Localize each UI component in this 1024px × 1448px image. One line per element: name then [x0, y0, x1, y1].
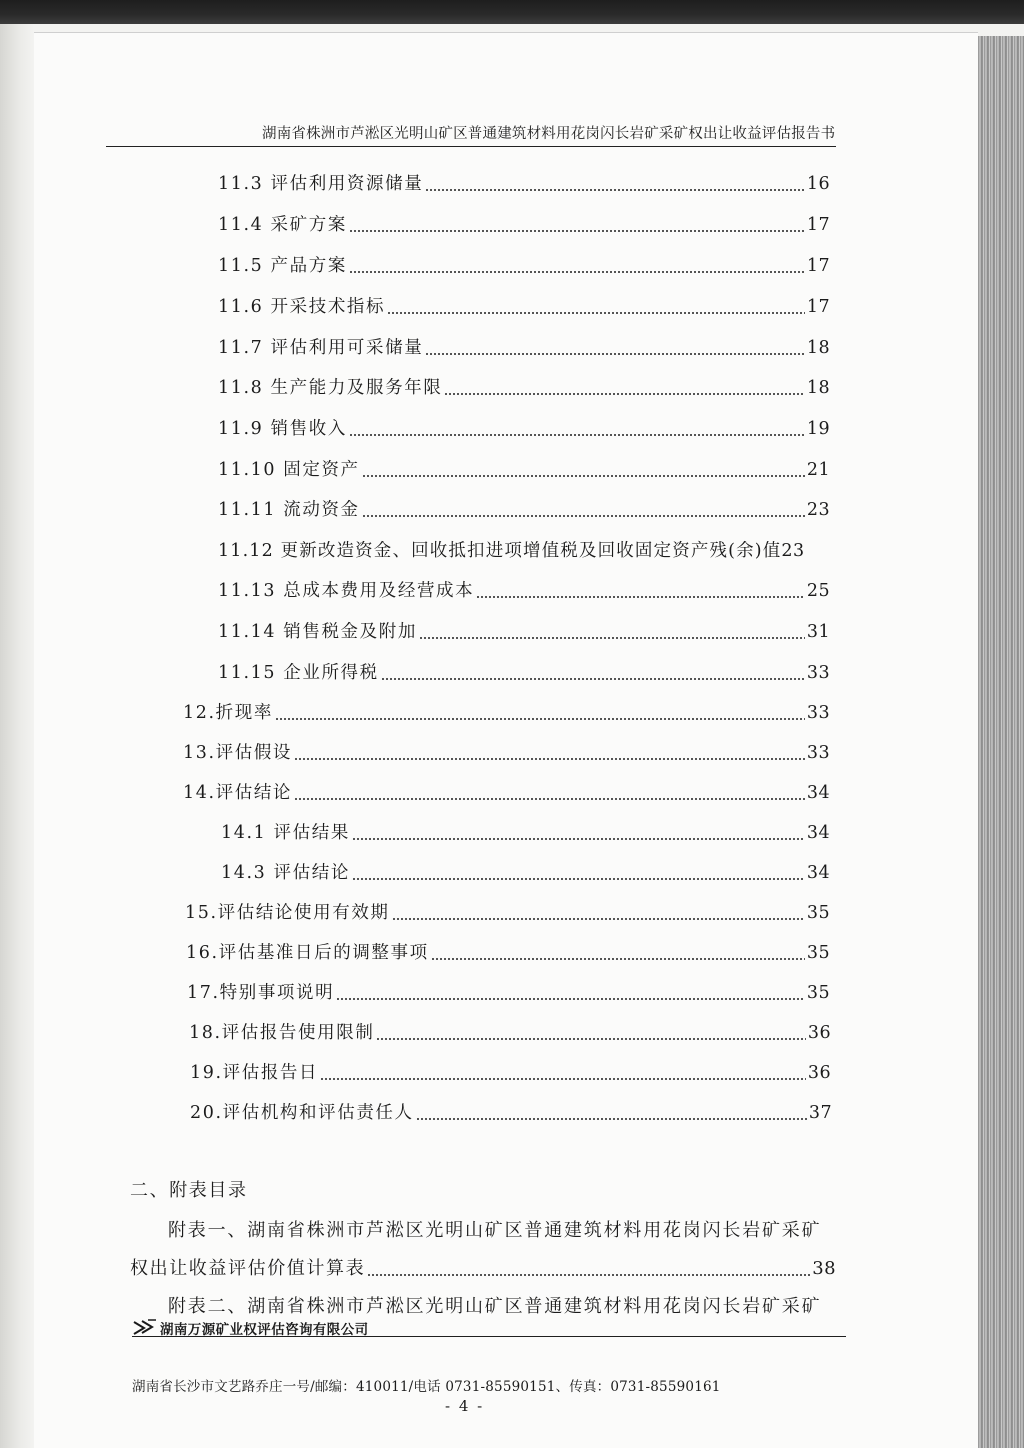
toc-entry-title: 13.评估假设	[183, 743, 293, 763]
toc-leader-dots	[275, 718, 805, 720]
toc-entry[interactable]	[218, 294, 830, 320]
company-logo-icon	[132, 1318, 158, 1336]
toc-entry[interactable]	[218, 497, 830, 523]
appendix-item-1-line-1: 附表一、湖南省株洲市芦淞区光明山矿区普通建筑材料用花岗闪长岩矿采矿	[168, 1220, 822, 1241]
toc-entry-title: 11.4 采矿方案	[218, 215, 347, 235]
toc-leader-dots	[376, 1038, 805, 1040]
toc-entry-page: 33	[806, 663, 830, 683]
toc-leader-dots	[349, 230, 805, 232]
toc-leader-dots	[349, 434, 805, 436]
toc-entry[interactable]	[218, 660, 830, 686]
toc-leader-dots	[349, 271, 805, 273]
toc-leader-dots	[416, 1118, 807, 1120]
toc-entry-title: 11.7 评估利用可采储量	[218, 338, 424, 358]
toc-entry-page: 35	[806, 903, 830, 923]
page-number: - 4 -	[445, 1397, 485, 1415]
toc-entry[interactable]	[218, 457, 830, 483]
toc-entry-title: 19.评估报告日	[190, 1063, 319, 1083]
toc-entry-title: 11.13 总成本费用及经营成本	[218, 581, 475, 601]
toc-entry-page: 25	[806, 581, 830, 601]
toc-entry[interactable]	[221, 860, 830, 886]
toc-leader-dots	[294, 758, 805, 760]
toc-entry[interactable]	[183, 740, 830, 766]
toc-entry-title: 11.12 更新改造资金、回收抵扣进项增值税及回收固定资产残(余)值	[218, 541, 782, 561]
appendix-entry-title: 权出让收益评估价值计算表	[130, 1258, 366, 1279]
toc-entry-title: 11.9 销售收入	[218, 419, 347, 439]
toc-leader-dots	[294, 798, 805, 800]
toc-entry-title: 11.8 生产能力及服务年限	[218, 378, 443, 398]
toc-leader-dots	[476, 596, 805, 598]
toc-entry-title: 14.1 评估结果	[221, 823, 350, 843]
toc-entry-page: 31	[806, 622, 830, 642]
footer-rule	[132, 1336, 846, 1337]
toc-entry-title: 11.5 产品方案	[218, 256, 347, 276]
toc-entry-title: 15.评估结论使用有效期	[185, 903, 390, 923]
toc-entry-page: 34	[806, 783, 830, 803]
toc-entry[interactable]	[218, 619, 830, 645]
toc-leader-dots	[352, 838, 805, 840]
toc-entry-title: 18.评估报告使用限制	[189, 1023, 375, 1043]
toc-entry-page: 17	[806, 215, 830, 235]
toc-entry-title: 12.折现率	[183, 703, 273, 723]
toc-entry-page: 37	[808, 1103, 832, 1123]
toc-entry[interactable]	[218, 538, 848, 564]
toc-entry-page: 35	[806, 983, 830, 1003]
toc-entry-page: 17	[806, 256, 830, 276]
toc-entry[interactable]	[218, 416, 830, 442]
toc-leader-dots	[381, 678, 805, 680]
toc-entry[interactable]	[190, 1100, 832, 1126]
toc-entry[interactable]	[218, 578, 830, 604]
toc-entry-title: 11.14 销售税金及附加	[218, 622, 417, 642]
toc-entry-title: 20.评估机构和评估责任人	[190, 1103, 414, 1123]
footer-company-name: 湖南万源矿业权评估咨询有限公司	[160, 1322, 369, 1338]
appendix-entry[interactable]	[130, 1256, 836, 1282]
toc-leader-dots	[362, 515, 805, 517]
toc-entry-page: 21	[806, 460, 830, 480]
toc-entry-page: 23	[806, 500, 830, 520]
toc-entry-title: 11.15 企业所得税	[218, 663, 379, 683]
toc-entry[interactable]	[183, 700, 830, 726]
toc-entry-page: 17	[806, 297, 830, 317]
toc-entry-page: 34	[806, 823, 830, 843]
toc-entry-page: 36	[807, 1023, 831, 1043]
toc-entry-title: 11.3 评估利用资源储量	[218, 174, 424, 194]
toc-entry-page: 19	[806, 419, 830, 439]
toc-entry-title: 16.评估基准日后的调整事项	[186, 943, 429, 963]
toc-leader-dots	[362, 475, 805, 477]
footer-address: 湖南省长沙市文艺路乔庄一号/邮编：410011/电话 0731-85590151、传真：0731-85590161	[132, 1379, 721, 1395]
toc-leader-dots	[419, 637, 805, 639]
toc-entry[interactable]	[185, 900, 830, 926]
toc-entry-page: 35	[806, 943, 830, 963]
toc-entry-title: 11.10 固定资产	[218, 460, 360, 480]
toc-entry[interactable]	[218, 253, 830, 279]
toc-entry-title: 14.3 评估结论	[221, 863, 350, 883]
toc-leader-dots	[320, 1078, 806, 1080]
toc-leader-dots	[431, 958, 805, 960]
toc-entry[interactable]	[218, 375, 830, 401]
toc-entry-title: 14.评估结论	[183, 783, 293, 803]
toc-entry-title: 11.11 流动资金	[218, 500, 360, 520]
toc-entry[interactable]	[190, 1060, 831, 1086]
running-header: 湖南省株洲市芦淞区光明山矿区普通建筑材料用花岗闪长岩矿采矿权出让收益评估报告书	[262, 126, 836, 142]
toc-leader-dots	[367, 1274, 810, 1276]
toc-leader-dots	[387, 312, 805, 314]
toc-entry-page: 16	[806, 174, 830, 194]
toc-entry-title: 11.6 开采技术指标	[218, 297, 386, 317]
toc-entry-page: 33	[806, 703, 830, 723]
toc-leader-dots	[352, 878, 805, 880]
appendix-section-heading: 二、附表目录	[130, 1180, 248, 1201]
toc-leader-dots	[336, 998, 805, 1000]
toc-entry-title: 17.特别事项说明	[187, 983, 335, 1003]
toc-entry-page: 23	[781, 541, 805, 561]
toc-leader-dots	[444, 393, 804, 395]
toc-entry[interactable]	[218, 335, 830, 361]
toc-leader-dots	[425, 189, 805, 191]
toc-entry-page: 18	[806, 338, 830, 358]
toc-entry-page: 36	[807, 1063, 831, 1083]
appendix-item-2-line-1: 附表二、湖南省株洲市芦淞区光明山矿区普通建筑材料用花岗闪长岩矿采矿	[168, 1296, 822, 1317]
toc-entry-page: 33	[806, 743, 830, 763]
toc-entry[interactable]	[187, 980, 830, 1006]
appendix-entry-page: 38	[812, 1258, 836, 1279]
toc-entry-page: 34	[806, 863, 830, 883]
toc-entry[interactable]	[221, 820, 830, 846]
toc-entry[interactable]	[218, 212, 830, 238]
toc-leader-dots	[392, 918, 805, 920]
toc-entry-page: 18	[806, 378, 830, 398]
toc-entry[interactable]	[189, 1020, 831, 1046]
toc-leader-dots	[425, 353, 805, 355]
toc-entry[interactable]	[218, 171, 830, 197]
toc-entry[interactable]	[183, 780, 830, 806]
toc-entry[interactable]	[186, 940, 830, 966]
